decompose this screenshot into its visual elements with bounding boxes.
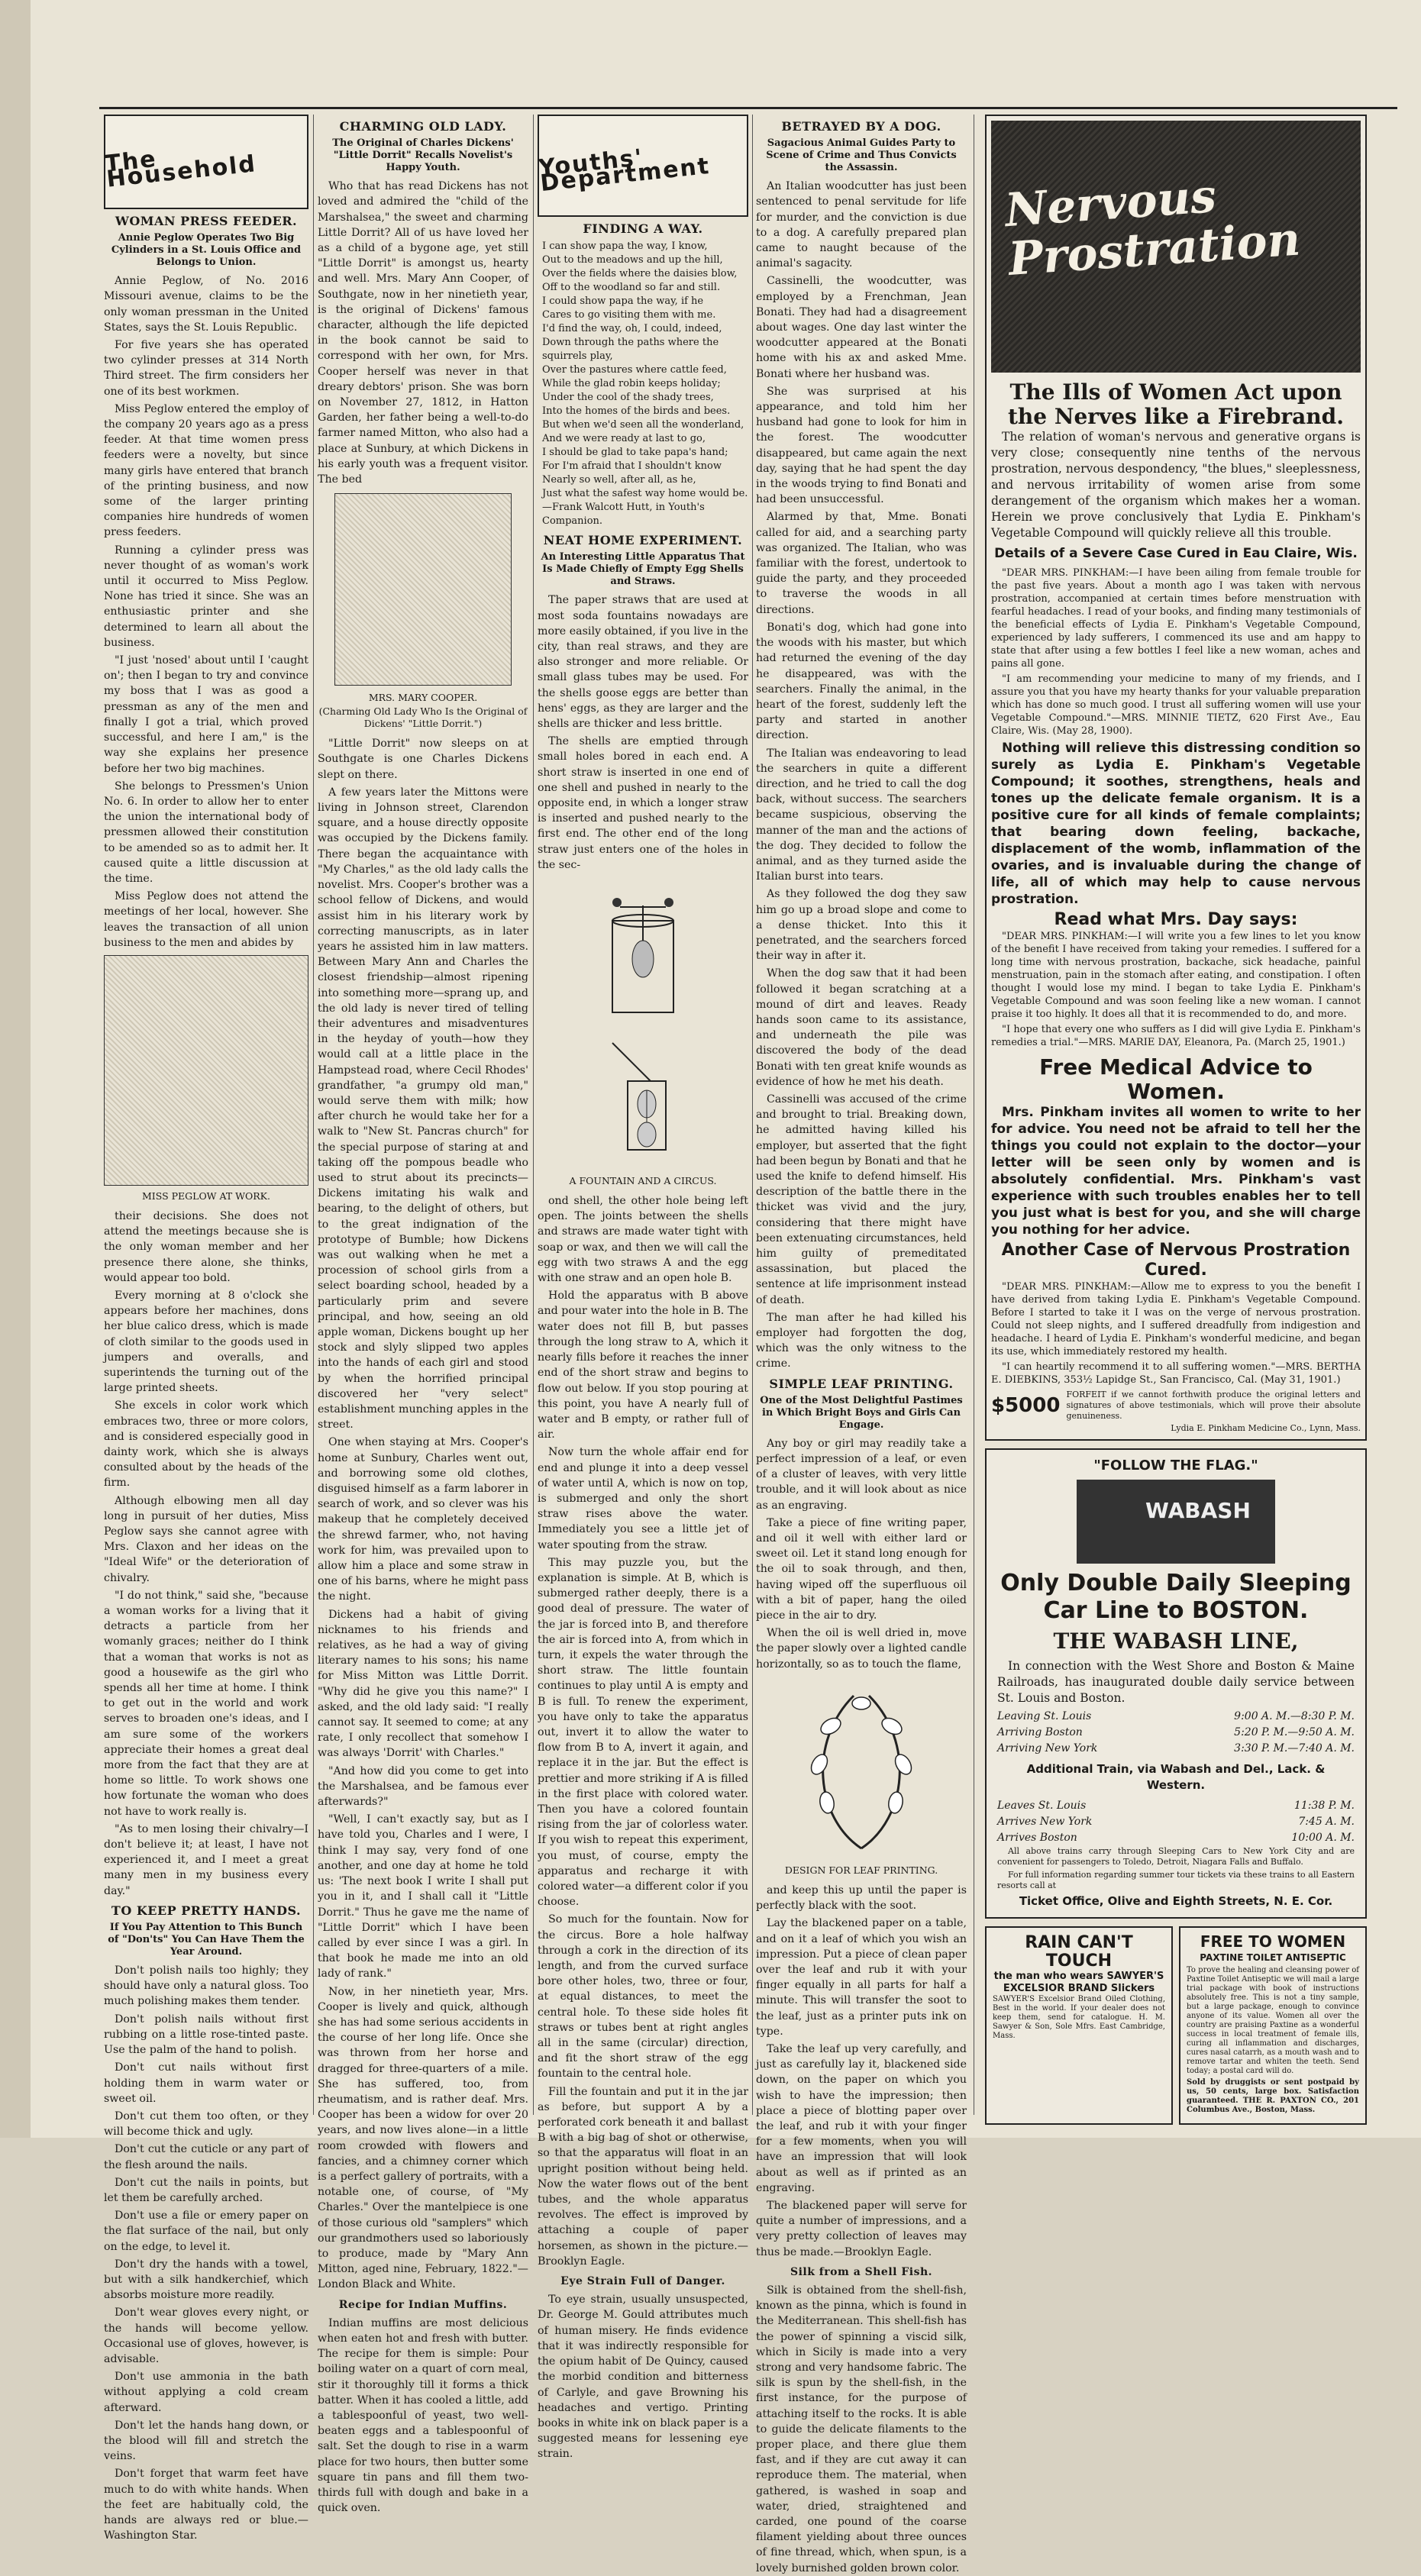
article-paragraph: Silk is obtained from the shell-fish, known as the pinna, which is found in the Mediterranean. This shell-fish has the power of spinning a viscid silk, which in Sicily is made into a very strong and very handsome fabric. The silk is spun by the shell-fish, in the first instance, for the purpose of attaching itself to the rocks. It is able to guide the delicate filaments to the proper place, and there glue them fast, and if they are cut away it can reproduce them. The material, when gathered, is washed in soap and water, dried, straightened and carded, one pound of the coarse filament yielding about three ounces of fine thread, which, when spun, is a lovely burnished golden brown color. — [756, 2284, 967, 2574]
article-paragraph: "And how did you come to get into the Marshalsea, and be famous ever afterwards?" — [318, 1764, 528, 1809]
wabash-flag-label: WABASH — [1145, 1498, 1251, 1523]
article-paragraph: Fill the fountain and put it in the jar as before, but support A by a perforated cork beneath it and ballast B with a big bag of shot or otherwise, so that the apparatus will float in an upright position without being held. Now the water flows out of the bent tubes, and the whole apparatus revolves. The effect is improved by attaching a couple of paper horsemen, as shown in the picture.—Brooklyn Eagle. — [538, 2085, 748, 2268]
top-rule — [99, 107, 1397, 109]
page-margin-strip — [0, 0, 31, 2138]
ad-wabash — [985, 1448, 1367, 1919]
article-paragraph: Indian muffins are most delicious when eaten hot and fresh with butter. The recipe for them is simple: Pour boiling water on a quart of corn meal, stir it thoroughly till it forms a thick batter. When it has cooled a little, add a tablespoonful of yeast, two well-beaten eggs and a tablespoonful of salt. Set the dough to rise in a warm place for two hours, then butter some square tin pans and fill them two-thirds full with dough and bake in a quick oven. — [318, 2316, 528, 2515]
wabash-follow-flag: "FOLLOW THE FLAG." — [1093, 1457, 1258, 1474]
youths-banner — [538, 115, 748, 217]
article-paragraph: Don't cut the nails in points, but let them be carefully arched. — [104, 2176, 308, 2204]
article-paragraph: As they followed the dog they saw him go up a broad slope and come to a dense thicket. Into this it penetrated, and the searchers forced their way in after it. — [756, 888, 967, 963]
article-paragraph: Don't use a file or emery paper on the flat surface of the nail, but only on the edge, to level it. — [104, 2210, 308, 2253]
ad-another-case-headline: Another Case of Nervous Prostration Cured. — [1001, 1241, 1351, 1280]
article-paragraph: She was surprised at his appearance, and told him her husband had gone to look for him in the forest. The woodcutter disappeared, but came again the next day, saying that he had spent the day in the woods trying to find Bonati and had been unsuccessful. — [756, 385, 967, 506]
column-youths-department — [537, 115, 748, 2461]
poem-line: Over the pastures where cattle feed, — [542, 364, 727, 376]
article-paragraph: Take the leaf up very carefully, and just as carefully lay it, blackened side down, on the paper on which you wish to have the impression; then place a piece of blotting paper over the leaf, and rub it with your finger for a few moments, when you will have an impression that will look about as well as if printed as an engraving. — [756, 2042, 967, 2194]
caption-leaf-printing: DESIGN FOR LEAF PRINTING. — [784, 1864, 938, 1876]
column-divider — [313, 115, 314, 2115]
ad-text: In connection with the West Shore and Boston & Maine Railroads, has inaugurated double daily service between St. Louis and Boston. — [997, 1659, 1355, 1705]
article-paragraph: The paper straws that are used at most soda fountains nowadays are more easily obtained, if you live in the city, than real straws, and they are also stronger and more reliable. Or small glass tubes may be used. For the shells goose eggs are better than hens' eggs, as they are larger and the shells are thicker and less brittle. — [538, 594, 748, 731]
poem-line: For I'm afraid that I shouldn't know — [542, 460, 722, 473]
schedule-row — [997, 1725, 1355, 1741]
ad-sawyer-slickers — [985, 1926, 1173, 2125]
sawyer-headline: RAIN CAN'T TOUCH — [1025, 1933, 1133, 1971]
subhead-pretty-hands: If You Pay Attention to This Bunch of "Don'ts" You Can Have Them the Year Around. — [108, 1922, 305, 1958]
poem-line: Under the cool of the shady trees, — [542, 392, 714, 404]
caption-fountain-circus: A FOUNTAIN AND A CIRCUS. — [569, 1175, 717, 1187]
headline-eye-strain: Eye Strain Full of Danger. — [560, 2275, 725, 2288]
portrait-mary-cooper — [334, 493, 512, 686]
article-paragraph: She belongs to Pressmen's Union No. 6. In order to allow her to enter the union the international body of pressmen allowed their constitution to be amended so as to admit her. It caused quite a little discussion at the time. — [104, 780, 308, 885]
column-betrayed-by-dog — [756, 115, 967, 2574]
schedule-time: 7:45 A. M. — [1298, 1816, 1355, 1828]
schedule-label: Leaving St. Louis — [997, 1710, 1092, 1722]
article-paragraph: One when staying at Mrs. Cooper's home at Sunbury, Charles went out, and borrowing some old clothes, disguised himself as a farm laborer in search of work, and so clever was his makeup that he completely deceived the shrewd farmer, who, not having work for him, was prevailed upon to allow him a place and some straw in one of his barns, where he might pass the night. — [318, 1436, 528, 1603]
poem-line: Down through the paths where the squirrels play, — [542, 337, 719, 363]
wabash-schedule-additional — [997, 1798, 1355, 1846]
schedule-row — [997, 1830, 1355, 1846]
article-paragraph: When the oil is well dried in, move the paper slowly over a lighted candle horizontally, so as to touch the flame, — [756, 1627, 967, 1671]
article-paragraph: The Italian was endeavoring to lead the searchers in quite a different direction, and he tried to call the dog back, without success. The searchers became suspicious, observing the manner of the man and the actions of the dog. They decided to follow the animal, and as they turned aside the Italian burst into tears. — [756, 747, 967, 883]
schedule-time: 11:38 P. M. — [1293, 1800, 1355, 1812]
article-paragraph: Hold the apparatus with B above and pour water into the hole in B. The water does not fill B, but passes through the long straw to A, which it nearly fills before it reaches the inner end of the short straw and begins to flow out below. If you stop pouring at this point, you have A nearly full of water and B empty, or rather full of air. — [538, 1290, 748, 1441]
schedule-time: 9:00 A. M.—8:30 P. M. — [1234, 1710, 1355, 1722]
article-paragraph: This may puzzle you, but the explanation is simple. At B, which is submerged rather deeply, there is a good deal of pressure. The water of the jar is forced into B, and therefore the air is forced into A, from which in turn, it expels the water through the short straw. The little fountain continues to play until A is empty and B is full. To renew the experiment, you have only to take the apparatus out, invert it to allow the water to flow from B to A, invert it again, and replace it in the jar. But the effect is prettier and more striking if A is filled in the first place with colored water. Then you have a colored fountain rising from the jar of colorless water. If you wish to repeat this experiment, you must, of course, empty the apparatus and recharge it with colored water—a different color if you choose. — [538, 1556, 748, 1909]
poem-line: And we were ready at last to go, — [542, 433, 706, 445]
forfeit-text: FORFEIT if we cannot forthwith produce the original letters and signatures of above testimonials, which will prove their absolute genuineness. — [1066, 1390, 1361, 1421]
ad-nervous-prostration-title: Nervous Prostration — [1003, 169, 1303, 287]
article-paragraph: ond shell, the other hole being left open. The joints between the shells and straws are made water tight with soap or wax, and then we will call the egg with two straws A and the egg with one straw and an open hole B. — [538, 1195, 748, 1285]
article-paragraph: Miss Peglow does not attend the meetings of her local, however. She leaves the transaction of all union business to the men and abides by — [104, 890, 308, 949]
schedule-label: Leaves St. Louis — [997, 1800, 1087, 1812]
wabash-line-title: THE WABASH LINE, — [1053, 1629, 1299, 1654]
article-paragraph: A few years later the Mittons were living in Johnson street, Clarendon square, and a house directly opposite was occupied by the Dickens family. There began the acquaintance with "My Charles," as the old lady calls the novelist. Mrs. Cooper's brother was a school fellow of Dickens, and would assist him in his literary work by correcting manuscripts, as in later years he assisted him in law matters. Between Mary Ann and Charles the closest friendship—almost ripening into something more—sprang up, and the old lady is never tired of telling their adventures and misadventures in the heyday of youth—how they would call at a little place in the Hampstead road, where Cecil Rhodes' grandfather, "a grumpy old man," would serve them with milk; how after church he would take her for a walk to "New St. Pancras church" for the special purpose of staring at and taking off the pompous beadle who used to strut about its precincts—Dickens imitating his walk and bearing, to the delight of others, but to the great indignation of the prototype of Bumble; how Dickens was out walking when he met a procession of school girls from a select boarding school, headed by a particularly prim and severe principal, and how, seeing an old apple woman, Dickens bought up her stock and slyly slipped two apples into the hands of each girl and stood by when the horrified principal discovered her "very select" establishment munching apples in the street. — [318, 786, 528, 1432]
wabash-headline: Only Double Daily Sleeping Car Line to BOSTON. — [1000, 1570, 1352, 1624]
article-paragraph: Lay the blackened paper on a table, and on it a leaf of which you wish an impression. Put a piece of clean paper over the leaf and rub it with your finger equally in all parts for half a minute. This will transfer the soot to the leaf, just as a printer puts ink on type. — [756, 1917, 967, 2038]
subhead-charming-old-lady: The Original of Charles Dickens' "Little Dorrit" Recalls Novelist's Happy Youth. — [332, 137, 514, 174]
egg-apparatus-icon — [597, 1028, 689, 1157]
wabash-ticket-office: Ticket Office, Olive and Eighth Streets, N. E. Cor. — [1019, 1894, 1333, 1908]
article-paragraph: Cassinelli was accused of the crime and brought to trial. Breaking down, he admitted having killed his employer, but asserted that the fight had been begun by Bonati and that he used the knife to defend himself. His description of the battle there in the thicket was vivid and the jury, considering that there might have been extenuating circumstances, held him guilty of premeditated assassination, but placed the sentence at life imprisonment instead of death. — [756, 1093, 967, 1306]
headline-pretty-hands: TO KEEP PRETTY HANDS. — [111, 1903, 302, 1918]
article-paragraph: "Little Dorrit" now sleeps on at Southgate is one Charles Dickens slept on there. — [318, 738, 528, 781]
headline-silk-shell-fish: Silk from a Shell Fish. — [790, 2265, 933, 2278]
ad-forfeit — [991, 1390, 1361, 1422]
ad-text: "I am recommending your medicine to many of my friends, and I assure you that you have my hearty thanks for your valuable preparation which has done so much good. I trust all suffering women will use your Vegetable Compound."—MRS. MINNIE TIETZ, 620 First Ave., Eau Claire, Wis. (May 28, 1900). — [991, 673, 1361, 737]
schedule-label: Arriving Boston — [997, 1726, 1083, 1738]
article-paragraph: Bonati's dog, which had gone into the woods with his master, but which had returned the evening of the day he disappeared, was with the searchers. Finally the animal, in the heart of the forest, suddenly left the party and started in another direction. — [756, 621, 967, 742]
poem-line: I should be glad to take papa's hand; — [542, 447, 728, 459]
ad-text: "DEAR MRS. PINKHAM:—Allow me to express to you the benefit I have derived from taking Lydia E. Pinkham's Vegetable Compound. Before I started to take it I was on the verge of nervous prostration. Could not sleep nights, and I suffered dreadfully from indigestion and headache. I heard of Lydia E. Pinkham's wonderful medicine, and began its use, which immediately restored my health. — [991, 1281, 1361, 1357]
article-paragraph: Now, in her ninetieth year, Mrs. Cooper is lively and quick, although she has had some serious accidents in the course of her long life. Once she was thrown from her horse and dragged for three-quarters of a mile. She has suffered, too, from rheumatism, and is rather deaf. Mrs. Cooper has been a widow for over 20 years, and now lives alone—in a little room crowded with flowers and fancies, and a chimney corner which is a perfect gallery of portraits, with a notable one, of course, of "My Charles." Over the mantelpiece is one of those curious old "samplers" which our grandmothers used so laboriously to produce, made by "Mary Ann Mitton, aged nine, February, 1822."—London Black and White. — [318, 1985, 528, 2291]
article-paragraph: "Well, I can't exactly say, but as I have told you, Charles and I were, I think I may say, very fond of one another, and one day at home he told us: 'The next book I write I shall put you in it, and I shall call it "Little Dorrit." Thus he gave me the name of "Little Dorrit" which I have been called by ever since I was a girl. In that book he made me into an old lady of rank." — [318, 1813, 528, 1980]
article-paragraph: When the dog saw that it had been followed it began scratching at a mound of dirt and leaves. Ready hands soon came to its assistance, and underneath the pile was discovered the body of the dead Bonati with ten great knife wounds as evidence of how he met his death. — [756, 967, 967, 1088]
poem-line: Cares to go visiting them with me. — [542, 309, 716, 321]
article-paragraph: Don't polish nails without first rubbing on a little rose-tinted paste. Use the palm of the hand to polish. — [104, 2013, 308, 2057]
schedule-time: 3:30 P. M.—7:40 A. M. — [1234, 1742, 1355, 1754]
article-paragraph: Alarmed by that, Mme. Bonati called for aid, and a searching party was organized. The Italian, who was familiar with the forest, undertook to guide the party, and they proceeded to traverse the woods in all directions. — [756, 511, 967, 616]
caption-miss-peglow: MISS PEGLOW AT WORK. — [142, 1190, 270, 1202]
article-paragraph: Running a cylinder press was never thought of as woman's work until it occurred to Miss Peglow. None has tried it since. She was an enthusiastic printer and she determined to learn all about the business. — [104, 544, 308, 649]
poem-line: But when we'd seen all the wonderland, — [542, 419, 744, 431]
ad-bold-text: Nothing will relieve this distressing condition so surely as Lydia E. Pinkham's Vegetable Compound; it soothes, strengthens, heals and tones up the delicate female organism. It is a positive cure for all kinds of female complaints; that bearing down feeling, backache, displacement of the womb, inflammation of the ovaries, and is invaluable during the change of life, all of which may help to cause nervous prostration. — [991, 741, 1361, 907]
schedule-row — [997, 1814, 1355, 1830]
subhead-leaf-printing: One of the Most Delightful Pastimes in Which Bright Boys and Girls Can Engage. — [760, 1394, 963, 1431]
article-paragraph: and keep this up until the paper is perfectly black with the soot. — [756, 1884, 967, 1913]
poem-line: Off to the woodland so far and still. — [542, 282, 721, 294]
article-paragraph: Now turn the whole affair end for end and plunge it into a deep vessel of water until A, which is now on top, is submerged and only the short straw rises above the water. Immediately you see a little jet of water spouting from the straw. — [538, 1446, 748, 1551]
poem-line: While the glad robin keeps holiday; — [542, 378, 721, 390]
ad-text: To prove the healing and cleansing power of Paxtine Toilet Antiseptic we will mail a large trial package with book of instructions absolutely free. This is not a tiny sample, but a large package, enough to convince anyone of its value. Women all over the country are praising Paxtine as a wonderful success in local treatment of female ills, curing all inflammation and discharges, cures nasal catarrh, as a mouth wash and to remove tartar and whiten the teeth. Send today; a postal card will do. — [1187, 1966, 1359, 2075]
headline-betrayed-by-dog: BETRAYED BY A DOG. — [781, 119, 941, 134]
poem-line: I can show papa the way, I know, — [542, 240, 708, 253]
poem-line: I'd find the way, oh, I could, indeed, — [542, 323, 722, 335]
paxtine-headline: FREE TO WOMEN — [1200, 1932, 1346, 1951]
article-paragraph: For five years she has operated two cylinder presses at 314 North Third street. The firm considers her one of its best workmen. — [104, 339, 308, 398]
article-paragraph: Don't cut the cuticle or any part of the flesh around the nails. — [104, 2143, 308, 2171]
ad-subheading: Read what Mrs. Day says: — [1054, 910, 1298, 929]
ad-text: "DEAR MRS. PINKHAM:—I have been ailing from female trouble for the past five years. About a month ago I was taken with nervous prostration, accompanied at certain times before menstruation with fearful headaches. I read of your books, and finding many testimonials of the beneficial effects of Lydia E. Pinkham's Vegetable Compound, experienced by lady sufferers, I commenced its use and am happy to state that after using a few bottles I feel like a new woman, aches and pains all gone. — [991, 567, 1361, 670]
article-paragraph: She excels in color work which embraces two, three or more colors, and is considered especially good in dainty work, which she is always consulted about by the heads of the firm. — [104, 1399, 308, 1490]
article-paragraph: Don't use ammonia in the bath without applying a cold cream afterward. — [104, 2371, 308, 2414]
article-paragraph: So much for the fountain. Now for the circus. Bore a hole halfway through a cork in the direction of its length, and from the curved surface bore other holes, two, three or four, at equal distances, to meet the central hole. To these side holes fit straws or tubes bent at right angles all in the same (circular) direction, and fit the short straw of the egg fountain to the central hole. — [538, 1913, 748, 2080]
ad-text: For full information regarding summer tour tickets via these trains to all Eastern resorts call at — [997, 1870, 1355, 1890]
article-paragraph: "As to men losing their chivalry—I don't believe it; at least, I have not experienced it, and I meet a great many men in my business every day." — [104, 1822, 308, 1897]
subhead-press-feeder: Annie Peglow Operates Two Big Cylinders in a St. Louis Office and Belongs to Union. — [111, 232, 302, 269]
illustration-fountain-circus — [538, 879, 748, 1169]
ad-paxtine — [1179, 1926, 1367, 2125]
ad-text: "DEAR MRS. PINKHAM:—I will write you a few lines to let you know of the benefit I have received from taking your remedies. I suffered for a long time with nervous prostration, backache, sick headache, painful menstruation, pain in the stomach after eating, and constipation. I often thought I would lose my mind. I began to take Lydia E. Pinkham's Vegetable Compound and was soon feeling like a new woman. I cannot praise it too highly. It does all that it is recommended to do, and more. — [991, 931, 1361, 1020]
schedule-time: 10:00 A. M. — [1291, 1832, 1355, 1844]
article-paragraph: Who that has read Dickens has not loved and admired the "child of the Marshalsea," the sweet and charming Little Dorrit? All of us have loved her as a child of a bygone age, yet still "Little Dorrit" is amongst us, hearty and well. Mrs. Mary Ann Cooper, of Southgate, now in her ninetieth year, is the original of Dickens' famous character, although the life depicted in the book cannot be said to correspond with her own, for Mrs. Cooper herself was never in that dreary debtors' prison. She was born on November 27, 1812, in Hatton Garden, her father being a well-to-do farmer named Mitton, who also had a place at Sunbury, at which Dickens in his early youth was a frequent visitor. The bed — [318, 180, 528, 486]
household-banner-text: The Household — [103, 145, 258, 193]
ad-subheading: Details of a Severe Case Cured in Eau Claire, Wis. — [994, 546, 1358, 561]
article-paragraph: The blackened paper will serve for quite a number of impressions, and a very pretty collection of leaves may thus be made.—Brooklyn Eagle. — [756, 2199, 967, 2258]
sawyer-subhead: the man who wears SAWYER'S EXCELSIOR BRAND Slickers — [993, 1971, 1164, 1994]
article-paragraph: Don't let the hands hang down, or the blood will fill and stretch the veins. — [104, 2419, 308, 2463]
column-advertisements — [985, 115, 1367, 2115]
schedule-time: 5:20 P. M.—9:50 A. M. — [1234, 1726, 1355, 1738]
caption-mary-cooper: MRS. MARY COOPER. — [368, 692, 478, 704]
schedule-row — [997, 1798, 1355, 1814]
column-charming-old-lady — [318, 115, 528, 2515]
article-paragraph: "I do not think," said she, "because a woman works for a living that it detracts a particle from her womanly graces; neither do I think that a woman that works is not as good a housewife as the girl who spends all her time at home. I think to get out in the world and work serves to broaden one's ideas, and I am sure some of the workers appreciate their homes a great deal more from the fact that they are at home so little. To work shows one how fortunate the woman who does not have to work really is. — [104, 1589, 308, 1818]
wabash-schedule — [997, 1709, 1355, 1757]
forfeit-amount: $5000 — [991, 1393, 1061, 1417]
article-paragraph: Dickens had a habit of giving nicknames to his friends and relatives, as he had a way of giving literary names to his sons; his name for Miss Mitton was Little Dorrit. "Why did he give you this name?" I asked, and the old lady said: "I really cannot say. It seemed to come; at any rate, I only recollect that somehow I was always 'Dorrit' with Charles." — [318, 1608, 528, 1760]
ad-text: The relation of woman's nervous and generative organs is very close; consequently nine tenths of the nervous prostration, nervous despondency, "the blues," sleeplessness, and nervous irritability of women arise from some derangement of the organism which makes her a woman. Herein we prove conclusively that Lydia E. Pinkham's Vegetable Compound will quickly relieve all this trouble. — [991, 430, 1361, 540]
article-paragraph: An Italian woodcutter has just been sentenced to penal servitude for life for murder, and the conviction is due to a dog. A carefully prepared plan came to naught because of the animal's sagacity. — [756, 180, 967, 270]
poem-line: Nearly so well, after all, as he, — [542, 474, 696, 486]
article-paragraph: Don't cut them too often, or they will become thick and ugly. — [104, 2110, 308, 2139]
poem-line: Into the homes of the birds and bees. — [542, 405, 731, 418]
household-banner — [104, 115, 308, 209]
poem-line: —Frank Walcott Hutt, in Youth's Companion. — [542, 502, 705, 528]
ad-text: Sold by druggists or sent postpaid by us, 50 cents, large box. Satisfaction guaranteed. THE R. PAXTON CO., 201 Columbus Ave., Boston, Mass. — [1187, 2078, 1359, 2114]
poem-finding-a-way — [538, 240, 748, 528]
ad-text: All above trains carry through Sleeping Cars to New York City and are convenient for passengers to Toledo, Detroit, Niagara Falls and Buffalo. — [997, 1846, 1355, 1867]
poem-line: Just what the safest way home would be. — [542, 488, 748, 500]
poem-line: Over the fields where the daisies blow, — [542, 268, 738, 280]
ad-bottom-row — [985, 1926, 1367, 2125]
article-paragraph: Take a piece of fine writing paper, and oil it well with either lard or sweet oil. Let it stand long enough for the oil to soak through, and then, having wiped off the superfluous oil with a bit of paper, hang the oiled piece in the air to dry. — [756, 1516, 967, 1622]
article-paragraph: Although elbowing men all day long in pursuit of her duties, Miss Peglow says she cannot agree with Mrs. Claxon and her ideas on the "Ideal Wife" or the deterioration of chivalry. — [104, 1494, 308, 1584]
wabash-additional: Additional Train, via Wabash and Del., Lack. & Western. — [1026, 1762, 1326, 1792]
article-paragraph: Miss Peglow entered the employ of the company 20 years ago as a press feeder. At that time women press feeders were a novelty, but since many girls have entered that branch of the printing business, and now some of the larger printing companies hire hundreds of women press feeders. — [104, 402, 308, 539]
leaf-wreath-icon — [785, 1680, 938, 1856]
headline-finding-a-way: FINDING A WAY. — [583, 221, 703, 236]
caption-mary-cooper-sub: (Charming Old Lady Who Is the Original of Dickens' "Little Dorrit.") — [318, 705, 528, 730]
subhead-home-experiment: An Interesting Little Apparatus That Is Made Chiefly of Empty Egg Shells and Straws. — [541, 551, 745, 588]
column-divider — [752, 115, 753, 2115]
headline-woman-press-feeder: WOMAN PRESS FEEDER. — [115, 214, 298, 228]
illustration-leaf-design — [756, 1677, 967, 1860]
youths-banner-text: Youths' Department — [537, 144, 712, 198]
ad-pinkham — [985, 115, 1367, 1441]
article-paragraph: To eye strain, usually unsuspected, Dr. George M. Gould attributes much of human misery. He finds evidence that it was indirectly responsible for the opium habit of De Quincy, caused the morbid condition and bitterness of Carlyle, and gave Browning his headaches and vertigo. Printing books in white ink on black paper is a suggested means for lessening eye strain. — [538, 2294, 748, 2461]
headline-home-experiment: NEAT HOME EXPERIMENT. — [543, 533, 743, 548]
poem-line: I could show papa the way, if he — [542, 295, 704, 308]
article-paragraph: their decisions. She does not attend the meetings because she is the only woman member and her presence there alone, she thinks, would appear too bold. — [104, 1209, 308, 1284]
schedule-label: Arrives New York — [997, 1816, 1093, 1828]
article-paragraph: Any boy or girl may readily take a perfect impression of a leaf, or even of a cluster of leaves, with very little trouble, and it will look about as nice as an engraving. — [756, 1437, 967, 1512]
article-paragraph: Don't polish nails too highly; they should have only a natural gloss. Too much polishing makes them tender. — [104, 1964, 308, 2008]
ad-nervous-prostration-art — [991, 121, 1361, 373]
paxtine-brand: PAXTINE TOILET ANTISEPTIC — [1200, 1952, 1346, 1963]
article-paragraph: "I just 'nosed' about until I 'caught on'; then I began to try and convince my boss that I was as good a pressman as any of the men and finally I got a trial, which proved successful, and here I am," is the way she explains her presence before her two big machines. — [104, 654, 308, 775]
schedule-label: Arrives Boston — [997, 1832, 1077, 1844]
ad-free-medical-headline: Free Medical Advice to Women. — [1039, 1054, 1313, 1104]
article-paragraph: Cassinelli, the woodcutter, was employed by a Frenchman, Jean Bonati. They had had a disagreement about wages. One day last winter the woodcutter appeared at the Bonati home with his ax and asked Mme. Bonati where her husband was. — [756, 275, 967, 380]
article-paragraph: Don't wear gloves every night, or the hands will become yellow. Occasional use of gloves, however, is advisable. — [104, 2306, 308, 2365]
ad-text: SAWYER'S Excelsior Brand Oiled Clothing, Best in the world. If your dealer does not keep them, send for catalogue. H. M. Sawyer & Son, Sole Mfrs. East Cambridge, Mass. — [993, 1995, 1165, 2040]
column-divider — [533, 115, 534, 2115]
article-paragraph: Every morning at 8 o'clock she appears before her machines, dons her blue calico dress, which is made of cloth similar to the goods used in jumpers and overalls, and superintends the turning out of the large printed sheets. — [104, 1289, 308, 1395]
article-paragraph: The man after he had killed his employer had forgotten the dog, which was the only witness to the crime. — [756, 1311, 967, 1370]
article-paragraph: Don't forget that warm feet have much to do with white hands. When the feet are habitually cold, the hands are always red or blue.—Washington Star. — [104, 2468, 308, 2542]
ad-text: "I can heartily recommend it to all suffering women."—MRS. BERTHA E. DIEBKINS, 353½ Lapidge St., San Francisco, Cal. (May 31, 1901.) — [991, 1361, 1361, 1386]
subhead-betrayed-by-dog: Sagacious Animal Guides Party to Scene of Crime and Thus Convicts the Assassin. — [766, 137, 957, 174]
headline-charming-old-lady: CHARMING OLD LADY. — [339, 119, 507, 134]
illustration-miss-peglow — [104, 955, 308, 1186]
article-paragraph: Don't dry the hands with a towel, but with a silk handkerchief, which absorbs moisture more readily. — [104, 2258, 308, 2302]
wabash-flag-icon — [1077, 1480, 1275, 1564]
schedule-row — [997, 1741, 1355, 1757]
headline-indian-muffins: Recipe for Indian Muffins. — [338, 2298, 508, 2311]
poem-line: Out to the meadows and up the hill, — [542, 254, 723, 266]
article-paragraph: Don't cut nails without first holding them in warm water or sweet oil. — [104, 2061, 308, 2105]
article-paragraph: The shells are emptied through small holes bored in each end. A short straw is inserted in one end of one shell and pushed in nearly to the opposite end, in which a longer straw is inserted and pushed nearly to the first end. The other end of the long straw just enters one of the holes in the sec- — [538, 735, 748, 871]
ad-bold-text: Mrs. Pinkham invites all women to write to her for advice. You need not be afraid to tell her the things you could not explain to the doctor—your letter will be seen only by women and is absolutely confidential. Mrs. Pinkham's vast experience with such troubles enables her to tell you just what is best for you, and she will charge you nothing for her advice. — [991, 1105, 1361, 1238]
column-household — [103, 115, 308, 2542]
schedule-row — [997, 1709, 1355, 1725]
ad-pinkham-headline: The Ills of Women Act upon the Nerves like a Firebrand. — [1008, 379, 1344, 429]
schedule-label: Arriving New York — [997, 1742, 1098, 1754]
fountain-jar-icon — [582, 890, 704, 1020]
article-paragraph: Annie Peglow, of No. 2016 Missouri avenue, claims to be the only woman pressman in the United States, says the St. Louis Republic. — [104, 275, 308, 334]
headline-leaf-printing: SIMPLE LEAF PRINTING. — [769, 1376, 954, 1391]
ad-text: "I hope that every one who suffers as I did will give Lydia E. Pinkham's remedies a trial."—MRS. MARIE DAY, Eleanora, Pa. (March 25, 1901.) — [991, 1024, 1361, 1048]
forfeit-signature: Lydia E. Pinkham Medicine Co., Lynn, Mass. — [1171, 1423, 1361, 1433]
